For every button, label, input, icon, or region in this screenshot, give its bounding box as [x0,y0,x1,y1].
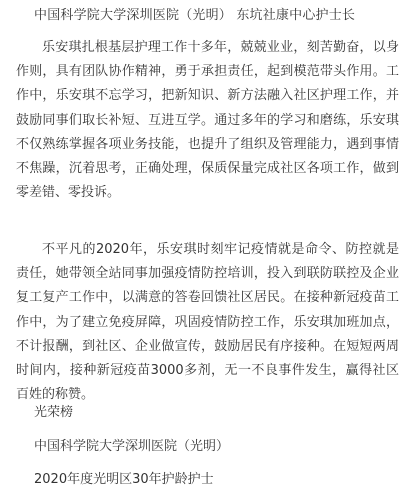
honor-award: 2020年度光明区30年护龄护士 [34,472,214,487]
article-paragraph-2: 不平凡的2020年，乐安琪时刻牢记疫情就是命令、防控就是责任，她带领全站同事加强疫情防控培训，投入到联防联控及企业复工复产工作中，以满意的答卷回馈社区居民。在接种新冠疫苗工作中，为了建立免疫屏障，巩固疫情防控工作，乐安琪加班加点，不计报酬，到社区、企业做宣传，鼓励居民有序接种。在短短两周时间内，接种新冠疫苗3000多剂，无一不良事件发生，赢得社区百姓的称赞。 [16,242,399,403]
honor-organization: 中国科学院大学深圳医院（光明） [34,439,230,454]
header-affiliation: 中国科学院大学深圳医院（光明） 东坑社康中心护士长 [34,8,356,23]
article-paragraph-1: 乐安琪扎根基层护理工作十多年，兢兢业业，刻苦勤奋，以身作则，具有团队协作精神，勇于承担责任，起到模范带头作用。工作中，乐安琪不忘学习，把新知识、新方法融入社区护理工作，并鼓励同事们取长补短、互进互学。通过多年的学习和磨练，乐安琪不仅熟练掌握各项业务技能，也提升了组织及管理能力，遇到事情不焦躁，沉着思考，正确处理，保质保量完成社区各项工作，做到零差错、零投诉。 [16,40,399,201]
honor-title: 光荣榜 [34,405,74,420]
